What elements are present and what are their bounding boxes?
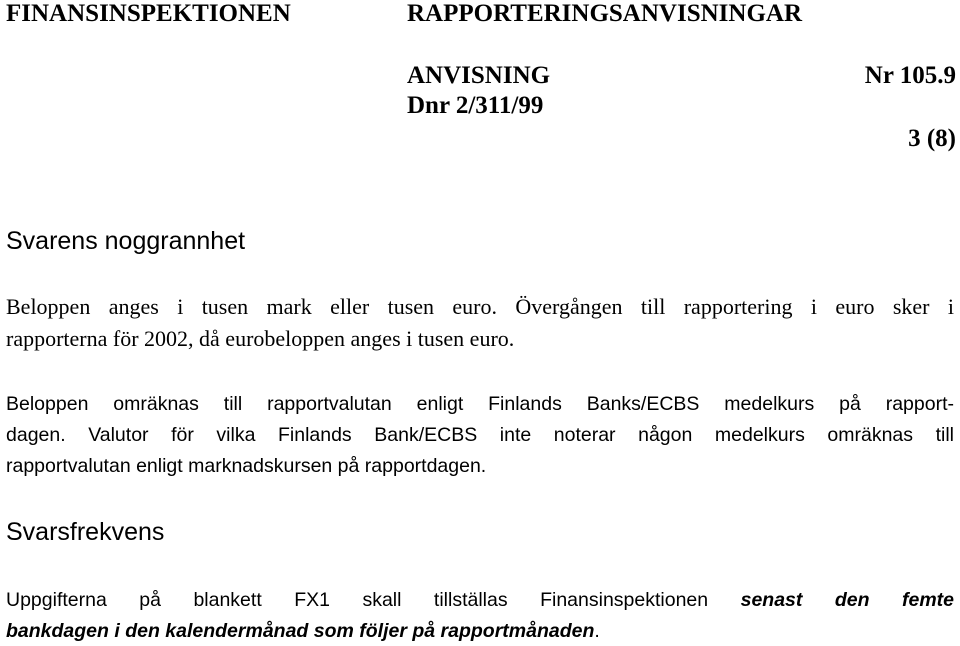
- doc-number: Nr 105.9: [864, 62, 956, 89]
- registry-number: Dnr 2/311/99: [407, 92, 544, 119]
- frequency-para-line2: [6, 619, 600, 643]
- accuracy-para1-line2: rapporterna för 2002, då eurobeloppen anges i tusen euro.: [6, 326, 515, 351]
- frequency-para-line1-text: Uppgifterna på blankett FX1 skall tillställas Finansinspektionen: [6, 589, 709, 611]
- frequency-deadline-emphasis-1: senast den femte: [740, 589, 955, 611]
- frequency-para-line1: [6, 588, 954, 612]
- frequency-para-line2-end: .: [594, 620, 600, 642]
- accuracy-para1-line1: Beloppen anges i tusen mark eller tusen euro. Övergången till rapportering i euro sker i: [6, 294, 954, 319]
- accuracy-para2-line3: rapportvalutan enligt marknadskursen på rapportdagen.: [6, 455, 487, 477]
- section-heading-accuracy: Svarens noggrannhet: [6, 227, 246, 255]
- doc-series: RAPPORTERINGSANVISNINGAR: [407, 0, 802, 27]
- page-indicator: 3 (8): [908, 125, 956, 152]
- doc-type: ANVISNING: [407, 62, 551, 89]
- accuracy-para2-line1: Beloppen omräknas till rapportvalutan enligt Finlands Banks/ECBS medelkurs på rapport-: [6, 393, 954, 415]
- section-heading-frequency: Svarsfrekvens: [6, 518, 165, 546]
- accuracy-para2-line2: dagen. Valutor för vilka Finlands Bank/ECBS inte noterar någon medelkurs omräknas till: [6, 424, 954, 446]
- org-name: FINANSINSPEKTIONEN: [6, 0, 291, 27]
- frequency-deadline-emphasis-2: bankdagen i den kalendermånad som följer på rapportmånaden: [6, 620, 595, 642]
